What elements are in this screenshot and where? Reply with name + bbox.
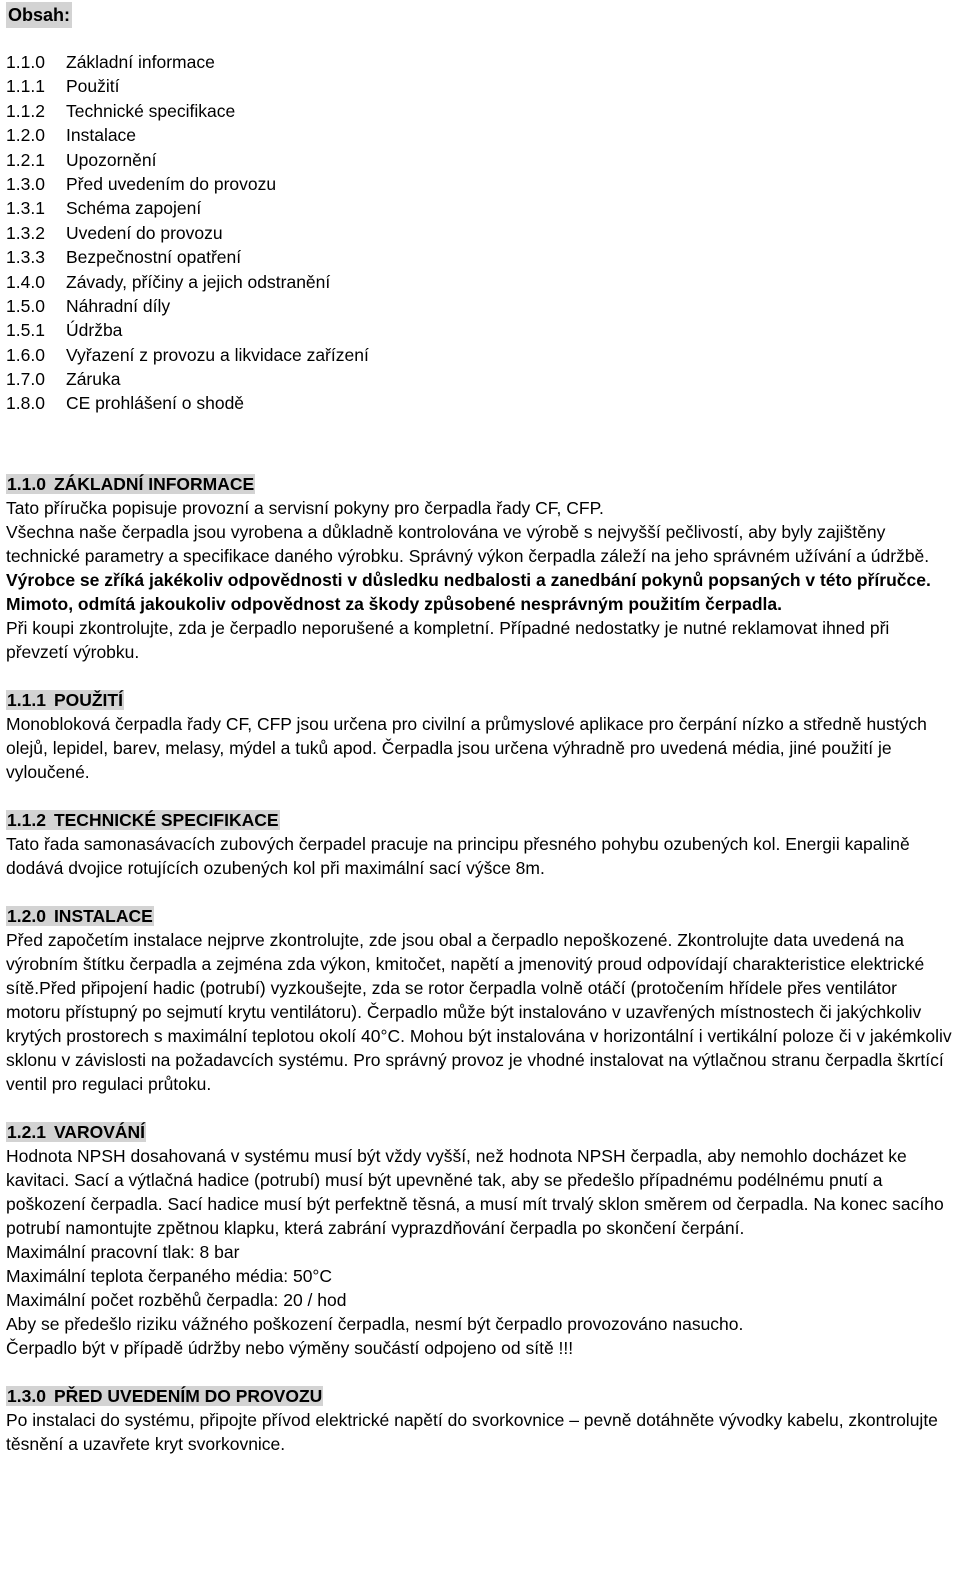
toc-item-label: Bezpečnostní opatření [66, 247, 242, 268]
toc-item-label: Vyřazení z provozu a likvidace zařízení [66, 344, 369, 365]
section-title: POUŽITÍ [53, 689, 123, 710]
section-heading [6, 1384, 954, 1408]
paragraph: Tato řada samonasávacích zubových čerpadel pracuje na principu přesného pohybu ozubených kol. Energii kapalině dodává dvojice rotujících ozubených kol při maximální sací výšce 8m. [6, 833, 910, 878]
toc-item-label: Závady, příčiny a jejich odstranění [66, 271, 331, 292]
toc-item-number: 1.8.0 [6, 393, 45, 414]
toc-item-number: 1.3.0 [6, 173, 45, 194]
section-title: INSTALACE [53, 905, 153, 926]
toc-item-number: 1.4.0 [6, 271, 45, 292]
section-number: 1.1.1 [7, 689, 46, 710]
toc-title: Obsah: [6, 2, 72, 28]
toc-item-number: 1.5.1 [6, 320, 45, 341]
section-number: 1.2.0 [7, 905, 46, 926]
toc-item-number: 1.1.1 [6, 76, 45, 97]
section-title: VAROVÁNÍ [53, 1121, 146, 1142]
toc-item [6, 391, 954, 415]
paragraph: Všechna naše čerpadla jsou vyrobena a důkladně kontrolována ve výrobě s nejvyšší pečlivostí, aby byly zajištěny technické parametry a specifikace daného výrobku. Správný výkon čerpadla záleží na jeho správném užívání a údržbě. [6, 521, 930, 566]
toc-item-number: 1.3.1 [6, 198, 45, 219]
section-usage [6, 688, 954, 784]
toc-item [6, 50, 954, 74]
section-before-operation [6, 1384, 954, 1456]
section-heading [6, 472, 954, 496]
section-technical-specs [6, 808, 954, 880]
section-heading [6, 808, 954, 832]
toc-item [6, 148, 954, 172]
toc-item-number: 1.3.3 [6, 247, 45, 268]
toc-item-number: 1.3.2 [6, 222, 45, 243]
toc-item-number: 1.2.0 [6, 125, 45, 146]
table-of-contents [6, 50, 954, 416]
toc-item-label: CE prohlášení o shodě [66, 393, 245, 414]
section-heading [6, 1120, 954, 1144]
toc-item-number: 1.1.2 [6, 100, 45, 121]
toc-item-label: Upozornění [66, 149, 157, 170]
toc-item-label: Uvedení do provozu [66, 222, 223, 243]
paragraph: Před započetím instalace nejprve zkontrolujte, zde jsou obal a čerpadlo nepoškozené. Zkontrolujte data uvedená na výrobním štítku čerpadla a zejména zda výkon, kmitočet, napětí a jmenovitý proud odpovídají charakteristice elektrické sítě.Před připojení hadic (potrubí) vyzkoušejte, zda se rotor čerpadla volně otáčí (protočením hřídele přes ventilátor motoru přístupný po sejmutí krytu ventilátoru). Čerpadlo může být instalováno v uzavřených místnostech či jakýchkoliv krytých prostorech s maximální teplotou okolí 40°C. Mohou být instalována v horizontální i vertikální poloze či v jakémkoliv sklonu v závislosti na požadavcích systému. Pro správný provoz je vhodné instalovat na výtlačnou stranu čerpadla škrtící ventil pro regulaci průtoku. [6, 929, 952, 1094]
toc-item-label: Náhradní díly [66, 295, 171, 316]
toc-item [6, 123, 954, 147]
toc-item [6, 270, 954, 294]
toc-item-label: Základní informace [66, 52, 215, 72]
paragraph: Hodnota NPSH dosahovaná v systému musí být vždy vyšší, než hodnota NPSH čerpadla, aby nemohlo docházet ke kavitaci. Sací a výtlačná hadice (potrubí) musí být upevněné tak, aby se předešlo případnému podélnému pnutí a poškození čerpadla. Sací hadice musí být perfektně těsná, a musí mít trvalý sklon směrem od čerpadla. Na konec sacího potrubí namontujte zpětnou klapku, která zabrání vyprazdňování čerpadla po skončení čerpání. [6, 1145, 944, 1238]
spec-line: Maximální teplota čerpaného média: 50°C [6, 1265, 333, 1286]
paragraph: Po instalaci do systému, připojte přívod elektrické napětí do svorkovnice – pevně dotáhněte vývodky kabelu, zkontrolujte těsnění a uzavřete kryt svorkovnice. [6, 1409, 938, 1454]
toc-item-label: Technické specifikace [66, 100, 236, 121]
section-title: ZÁKLADNÍ INFORMACE [53, 473, 255, 494]
toc-item-number: 1.2.1 [6, 149, 45, 170]
toc-item-label: Použití [66, 76, 120, 97]
section-number: 1.1.0 [7, 473, 46, 494]
section-heading [6, 688, 954, 712]
toc-item [6, 74, 954, 98]
section-title: TECHNICKÉ SPECIFIKACE [53, 809, 279, 830]
paragraph: Čerpadlo být v případě údržby nebo výměny součástí odpojeno od sítě !!! [6, 1337, 574, 1358]
section-number: 1.2.1 [7, 1121, 46, 1142]
toc-item-number: 1.1.0 [6, 52, 45, 72]
section-basic-info [6, 472, 954, 664]
section-number: 1.1.2 [7, 809, 46, 830]
section-installation [6, 904, 954, 1096]
toc-item-label: Záruka [66, 369, 121, 390]
toc-item [6, 221, 954, 245]
section-heading [6, 904, 954, 928]
toc-item [6, 245, 954, 269]
spec-line: Maximální počet rozběhů čerpadla: 20 / hod [6, 1289, 347, 1310]
toc-item [6, 99, 954, 123]
toc-item [6, 367, 954, 391]
toc-item-label: Schéma zapojení [66, 198, 202, 219]
paragraph: Monobloková čerpadla řady CF, CFP jsou určena pro civilní a průmyslové aplikace pro čerpání nízko a středně hustých olejů, lepidel, barev, melasy, mýdel a tuků apod. Čerpadla jsou určena výhradně pro uvedená média, jiné použití je vyloučené. [6, 713, 927, 782]
toc-item [6, 294, 954, 318]
toc-item-label: Před uvedením do provozu [66, 173, 277, 194]
spec-line: Maximální pracovní tlak: 8 bar [6, 1241, 240, 1262]
paragraph: Při koupi zkontrolujte, zda je čerpadlo neporušené a kompletní. Případné nedostatky je nutné reklamovat ihned při převzetí výrobku. [6, 617, 890, 662]
toc-item [6, 172, 954, 196]
toc-item-label: Údržba [66, 320, 123, 341]
toc-item-label: Instalace [66, 125, 137, 146]
section-warning [6, 1120, 954, 1360]
paragraph: Tato příručka popisuje provozní a servisní pokyny pro čerpadla řady CF, CFP. [6, 497, 604, 518]
section-number: 1.3.0 [7, 1385, 46, 1406]
toc-item-number: 1.6.0 [6, 344, 45, 365]
toc-item-number: 1.5.0 [6, 295, 45, 316]
toc-item [6, 343, 954, 367]
section-title: PŘED UVEDENÍM DO PROVOZU [53, 1385, 323, 1406]
paragraph-bold: Výrobce se zříká jakékoliv odpovědnosti v důsledku nedbalosti a zanedbání pokynů popsaných v této příručce. Mimoto, odmítá jakoukoliv odpovědnost za škody způsobené nesprávným použitím čerpadla. [6, 569, 931, 614]
toc-item-number: 1.7.0 [6, 369, 45, 390]
toc-item [6, 318, 954, 342]
paragraph: Aby se předešlo riziku vážného poškození čerpadla, nesmí být čerpadlo provozováno nasucho. [6, 1313, 744, 1334]
toc-item [6, 196, 954, 220]
